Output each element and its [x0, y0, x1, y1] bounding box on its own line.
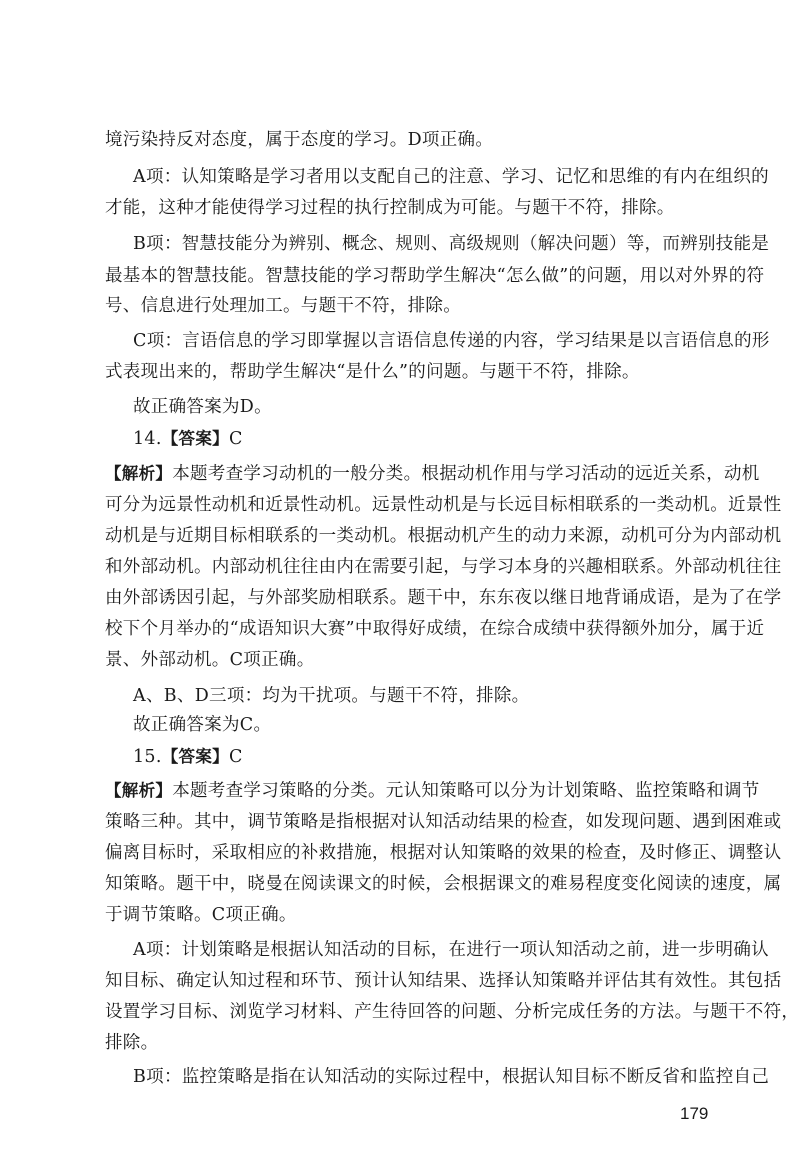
text-line: 可分为远景性动机和近景性动机。远景性动机是与长远目标相联系的一类动机。近景性: [105, 495, 782, 515]
text-line: 由外部诱因引起，与外部奖励相联系。题干中，东东夜以继日地背诵成语，是为了在学: [105, 588, 782, 608]
text-line: 策略三种。其中，调节策略是指根据对认知活动结果的检查，如发现问题、遇到困难或: [105, 812, 782, 832]
text-line: 号、信息进行处理加工。与题干不符，排除。: [105, 296, 461, 316]
text-line: 偏离目标时，采取相应的补救措施，根据对认知策略的效果的检查，及时修正、调整认: [105, 843, 782, 863]
text-line: 最基本的智慧技能。智慧技能的学习帮助学生解决“怎么做”的问题，用以对外界的符: [105, 266, 765, 286]
answer-line: [133, 746, 725, 768]
text-span: 本题考查学习动机的一般分类。根据动机作用与学习活动的远近关系，动机: [172, 464, 760, 484]
text-line: A项：认知策略是学习者用以支配自己的注意、学习、记忆和思维的有内在组织的: [133, 167, 769, 187]
text-line: A、B、D三项：均为干扰项。与题干不符，排除。: [133, 686, 530, 706]
text-line: 校下个月举办的“成语知识大赛”中取得好成绩，在综合成绩中获得额外加分，属于近: [105, 619, 765, 639]
analysis-tag: 【解析】: [105, 781, 173, 800]
text-line: B项：监控策略是指在认知活动的实际过程中，根据认知目标不断反省和监控自己: [133, 1067, 770, 1087]
text-line: C项：言语信息的学习即掌握以言语信息传递的内容，学习结果是以言语信息的形: [133, 331, 770, 351]
answer-value: C: [228, 429, 243, 449]
answer-tag: 【答案】: [161, 747, 229, 766]
text-line: A项：计划策略是根据认知活动的目标，在进行一项认知活动之前，进一步明确认: [133, 940, 769, 960]
text-line: 于调节策略。C项正确。: [105, 905, 297, 925]
answer-value: C: [228, 747, 243, 767]
analysis-line: [105, 463, 760, 485]
text-line: 境污染持反对态度，属于态度的学习。D项正确。: [105, 130, 494, 150]
text-line: 故正确答案为D。: [133, 397, 272, 417]
text-line: 故正确答案为C。: [133, 715, 272, 735]
page-number: 179: [680, 1104, 709, 1123]
analysis-tag: 【解析】: [105, 464, 173, 483]
text-span: 本题考查学习策略的分类。元认知策略可以分为计划策略、监控策略和调节: [172, 781, 760, 801]
text-line: 和外部动机。内部动机往往由内在需要引起，与学习本身的兴趣相联系。外部动机往往: [105, 557, 782, 577]
question-number: 14.: [133, 429, 162, 449]
answer-tag: 【答案】: [161, 429, 229, 448]
text-line: 知目标、确定认知过程和环节、预计认知结果、选择认知策略并评估其有效性。其包括: [105, 971, 782, 991]
text-line: 动机是与近期目标相联系的一类动机。根据动机产生的动力来源，动机可分为内部动机: [105, 526, 782, 546]
text-line: 排除。: [105, 1033, 159, 1053]
answer-line: [133, 428, 725, 450]
question-number: 15.: [133, 747, 162, 767]
analysis-line: [105, 780, 760, 802]
text-line: 设置学习目标、浏览学习材料、产生待回答的问题、分析完成任务的方法。与题干不符，: [105, 1002, 800, 1022]
text-line: 知策略。题干中，晓曼在阅读课文的时候，会根据课文的难易程度变化阅读的速度，属: [105, 874, 782, 894]
text-line: 才能，这种才能使得学习过程的执行控制成为可能。与题干不符，排除。: [105, 198, 675, 218]
text-line: 式表现出来的，帮助学生解决“是什么”的问题。与题干不符，排除。: [105, 362, 640, 382]
text-line: B项：智慧技能分为辨别、概念、规则、高级规则（解决问题）等，而辨别技能是: [133, 234, 770, 254]
text-line: 景、外部动机。C项正确。: [105, 650, 315, 670]
